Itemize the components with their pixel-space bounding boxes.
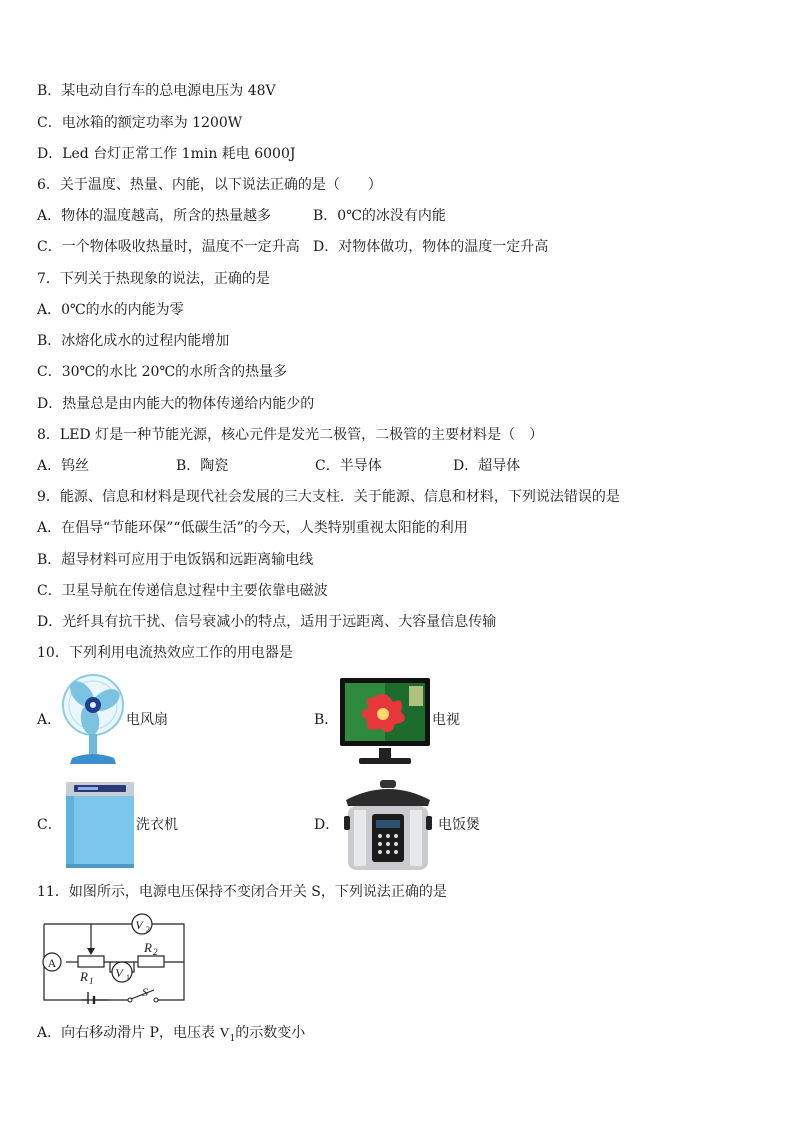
q6-stem: 6．关于温度、热量、内能，以下说法正确的是（ ） — [37, 177, 382, 193]
q10-option-b-letter: B． — [314, 712, 339, 728]
q8-option-c: C．半导体 — [315, 458, 382, 474]
q10-option-c-label: 洗衣机 — [136, 817, 178, 833]
q10-option-d-label: 电饭煲 — [438, 817, 480, 833]
q8-option-b: B．陶瓷 — [176, 458, 229, 474]
q11-option-a-text: A．向右移动滑片 P，电压表 — [37, 1025, 220, 1041]
q9-stem: 9．能源、信息和材料是现代社会发展的三大支柱．关于能源、信息和材料，下列说法错误的是 — [37, 489, 620, 505]
q8-option-a: A．钨丝 — [37, 458, 90, 474]
q10-option-c-letter: C． — [37, 817, 62, 833]
q10-stem: 10．下列利用电流热效应工作的用电器是 — [37, 645, 293, 661]
q8-stem: 8．LED 灯是一种节能光源，核心元件是发光二极管，二极管的主要材料是（ ） — [37, 427, 544, 443]
voltmeter-v1-label: V — [115, 966, 123, 980]
q10-option-a-label: 电风扇 — [126, 712, 168, 728]
ammeter-label: A — [47, 956, 57, 970]
q10-option-d-letter: D． — [314, 817, 340, 833]
resistor-r2-label: R — [144, 940, 152, 955]
voltmeter-v2-label: V — [135, 918, 143, 932]
q7-option-d: D．热量总是由内能大的物体传递给内能少的 — [37, 396, 315, 412]
q11-option-a-v: V — [219, 1026, 230, 1041]
q6-option-c: C．一个物体吸收热量时，温度不一定升高 — [37, 239, 300, 255]
q11-option-a — [37, 1023, 305, 1049]
circuit-diagram — [38, 908, 188, 1004]
q5-option-b: B．某电动自行车的总电源电压为 48V — [37, 83, 276, 99]
q9-option-c: C．卫星导航在传递信息过程中主要依靠电磁波 — [37, 583, 328, 599]
q8-option-d: D．超导体 — [453, 458, 521, 474]
q9-option-a: A．在倡导“节能环保”“低碳生活”的今天，人类特别重视太阳能的利用 — [37, 520, 468, 536]
q5-option-c: C．电冰箱的额定功率为 1200W — [37, 115, 243, 131]
q6-option-b: B．0℃的冰没有内能 — [313, 208, 446, 224]
q10-option-a-letter: A． — [37, 712, 62, 728]
voltmeter-v1-subscript: 1 — [126, 973, 130, 982]
q7-stem: 7．下列关于热现象的说法，正确的是 — [37, 271, 270, 287]
resistor-r2-subscript: 2 — [153, 947, 158, 957]
q10-option-b-label: 电视 — [432, 712, 460, 728]
q11-option-a-text-end: 的示数变小 — [235, 1025, 306, 1041]
q9-option-b: B．超导材料可应用于电饭锅和远距离输电线 — [37, 552, 314, 568]
q11-stem: 11．如图所示，电源电压保持不变闭合开关 S，下列说法正确的是 — [37, 884, 447, 900]
q7-option-a: A．0℃的水的内能为零 — [37, 302, 184, 318]
rice-cooker-image — [340, 776, 436, 876]
q6-option-a: A．物体的温度越高，所含的热量越多 — [37, 208, 272, 224]
q5-option-d: D．Led 台灯正常工作 1min 耗电 6000J — [37, 146, 296, 162]
washing-machine-image — [64, 780, 136, 870]
q6-option-d: D．对物体做功，物体的温度一定升高 — [313, 239, 549, 255]
q7-option-b: B．冰熔化成水的过程内能增加 — [37, 333, 230, 349]
resistor-r1-label: R — [80, 969, 88, 984]
resistor-r1-subscript: 1 — [89, 976, 94, 986]
q9-option-d: D．光纤具有抗干扰、信号衰减小的特点，适用于远距离、大容量信息传输 — [37, 614, 497, 630]
q7-option-c: C．30℃的水比 20℃的水所含的热量多 — [37, 364, 288, 380]
q11-option-a-v-subscript: 1 — [229, 1033, 236, 1044]
television-image — [339, 676, 431, 768]
electric-fan-image — [60, 672, 126, 768]
switch-label: S — [142, 985, 148, 999]
voltmeter-v2-subscript: 2 — [146, 925, 150, 934]
